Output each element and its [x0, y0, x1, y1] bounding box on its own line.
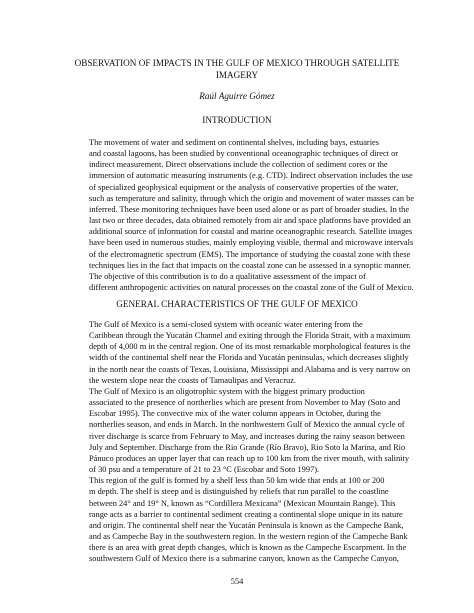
text-line: Caribbean through the Yucatán Channel and exiting through the Florida Strait, with a maximum [89, 331, 411, 341]
text-line: This region of the gulf is formed by a shelf less than 50 km wide that ends at 100 or 200 [89, 476, 385, 486]
title-line: OBSERVATION OF IMPACTS IN THE GULF OF MEXICO THROUGH SATELLITE [74, 58, 400, 68]
text-line: of 30 psu and a temperature of 21 to 23 °C (Escobar and Soto 1997). [89, 465, 320, 475]
text-line: there is an area with great depth changes, which is known as the Campeche Escarpment. In the [89, 543, 407, 553]
section-heading-introduction: INTRODUCTION [202, 115, 272, 125]
text-line: and origin. The continental shelf near the Yucatán Peninsula is known as the Campeche Bank, [89, 520, 404, 530]
text-line: different anthropogenic activities on natural processes on the coastal zone of the Gulf of Mexico. [89, 283, 414, 293]
text-line: and coastal lagoons, has been studied by conventional oceanographic techniques of direct or [89, 149, 399, 159]
text-line: in the north near the coasts of Texas, Louisiana, Mississippi and Alabama and is very narrow on [89, 364, 411, 374]
introduction-body [61, 137, 415, 293]
paper-title [40, 57, 434, 81]
text-line: July and September. Discharge from the Rio Grande (Río Bravo), Rio Soto la Marina, and Rio [89, 442, 406, 452]
text-line: the western slope near the coasts of Tamaulipas and Veracruz. [89, 375, 297, 385]
text-line: range acts as a barrier to continental sediment creating a continental slope unique in its nature [89, 509, 403, 519]
text-line: width of the continental shelf near the Florida and Yucatán peninsulas, which decreases slightly [89, 353, 409, 363]
text-line: have been used in numerous studies, mainly employing visible, thermal and microwave intervals [89, 238, 414, 248]
text-line: m depth. The shelf is steep and is distinguished by reliefs that run parallel to the coastline [89, 487, 389, 497]
text-line: associated to the presence of northerlies which are present from November to May (Soto and [89, 398, 401, 408]
paragraph [61, 137, 415, 271]
section-heading-general-characteristics: GENERAL CHARACTERISTICS OF THE GULF OF MEXICO [116, 299, 358, 309]
text-line: Escobar 1995). The convective mix of the water column appears in October, during the [89, 409, 381, 419]
text-line: northerlies season, and ends in March. In the northwestern Gulf of Mexico the annual cycle of [89, 420, 405, 430]
text-line: inferred. These monitoring techniques have been used alone or as part of broader studies. In the [89, 204, 410, 214]
text-line: Pánuco produces an upper layer that can reach up to 100 km from the river mouth, with salinity [89, 453, 410, 463]
text-line: techniques lies in the fact that impacts on the coastal zone can be assessed in a synoptic manner. [89, 260, 411, 270]
general-characteristics-body [61, 319, 412, 564]
paragraph [61, 386, 412, 475]
author-name: Raúl Aguirre Gómez [199, 91, 275, 101]
text-line: of the electromagnetic spectrum (EMS). The importance of studying the coastal zone with these [89, 249, 411, 259]
text-line: depth of 4,000 m in the central region. One of its most remarkable morphological features is the [89, 342, 411, 352]
title-line: IMAGERY [215, 70, 259, 80]
paragraph [61, 319, 412, 386]
text-line: The movement of water and sediment on continental shelves, including bays, estuaries [89, 138, 380, 147]
text-line: between 24° and 19° N, known as “Cordillera Mexicana” (Mexican Mountain Range). This [89, 498, 396, 508]
text-line: indirect measurement. Direct observations include the collection of sediment cores or the [89, 160, 388, 170]
text-line: The Gulf of Mexico is an oligotrophic system with the biggest primary production [89, 386, 365, 396]
text-line: and as Campeche Bay in the southwestern region. In the western region of the Campeche Bank [89, 531, 408, 541]
text-line: river discharge is scarce from February to May, and increases during the rainy season between [89, 431, 405, 441]
text-line: additional source of information for coastal and marine oceanographic research. Satellite images [89, 227, 413, 237]
paragraph [61, 475, 412, 564]
text-line: last two or three decades, data obtained remotely from air and space platforms have provided an [89, 216, 411, 226]
text-line: of specialized geophysical equipment or the analysis of conservative properties of the water, [89, 182, 399, 192]
text-line: such as temperature and salinity, through which the origin and movement of water masses can be [89, 193, 415, 203]
paragraph [61, 271, 412, 293]
text-line: southwestern Gulf of Mexico there is a submarine canyon, known as the Campeche Canyon, [89, 554, 400, 564]
text-line: immersion of automatic measuring instruments (e.g. CTD). Indirect observation includes the use [89, 171, 413, 181]
text-line: The Gulf of Mexico is a semi-closed system with oceanic water entering from the [89, 320, 363, 329]
page-number: 554 [230, 577, 244, 586]
text-line: The objective of this contribution is to do a qualitative assessment of the impact of [89, 271, 366, 281]
